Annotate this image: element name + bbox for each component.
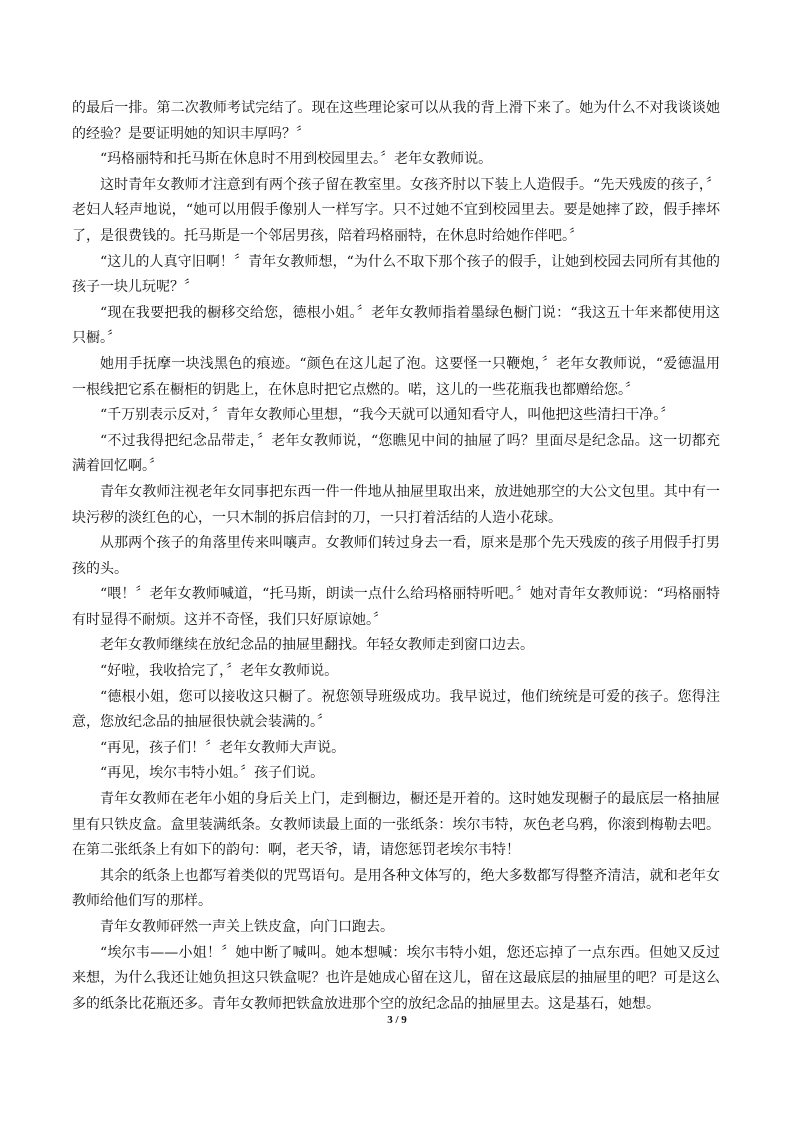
paragraph: 青年女教师注视老年女同事把东西一件一件地从抽屉里取出来，放进她那空的大公文包里。其中有一块污秽的淡红色的心，一只木制的拆启信封的刀，一只打着活结的人造小花球。	[72, 483, 720, 526]
body-text	[72, 96, 720, 1017]
paragraph: “德根小姐，您可以接收这只橱了。祝您领导班级成功。我早说过，他们统统是可爱的孩子。您得注意，您放纪念品的抽屉很快就会装满的。〞	[72, 688, 720, 731]
paragraph: “好啦，我收拾完了，〞老年女教师说。	[100, 663, 339, 680]
page-number: 3 / 9	[387, 1014, 407, 1026]
paragraph: 这时青年女教师才注意到有两个孩子留在教室里。女孩齐肘以下装上人造假手。“先天残废的孩子，〞老妇人轻声地说，“她可以用假手像别人一样写字。只不过她不宜到校园里去。要是她摔了跤，假手摔坏了，是很费钱的。托马斯是一个邻居男孩，陪着玛格丽特，在休息时给她作伴吧。〞	[72, 176, 720, 244]
paragraph: 老年女教师继续在放纪念品的抽屉里翻找。年轻女教师走到窗口边去。	[100, 637, 534, 654]
paragraph: “现在我要把我的橱移交给您，德根小姐。〞老年女教师指着墨绿色橱门说：“我这五十年来都使用这只橱。〞	[72, 304, 720, 347]
paragraph: “千万别表示反对，〞青年女教师心里想，“我今天就可以通知看守人，叫他把这些清扫干净。〞	[100, 407, 675, 424]
paragraph: 她用手抚摩一块浅黑色的痕迹。“颜色在这儿起了泡。这要怪一只鞭炮，〞老年女教师说，“爱德温用一根线把它系在橱柜的钥匙上，在休息时把它点燃的。喏，这儿的一些花瓶我也都赠给您。〞	[72, 355, 720, 398]
paragraph: 青年女教师砰然一声关上铁皮盒，向门口跑去。	[100, 919, 394, 935]
paragraph: “再见，埃尔韦特小姐。〞孩子们说。	[100, 765, 325, 782]
paragraph: 其余的纸条上也都写着类似的咒骂语句。是用各种文体写的，绝大多数都写得整齐清洁，就和老年女教师给他们写的那样。	[72, 867, 720, 910]
paragraph: “再见，孩子们！〞老年女教师大声说。	[100, 739, 346, 756]
paragraph: 青年女教师在老年小姐的身后关上门，走到橱边，橱还是开着的。这时她发现橱子的最底层一格抽屉里有只铁皮盒。盒里装满纸条。女教师读最上面的一张纸条：埃尔韦特，灰色老乌鸦，你滚到梅勒去吧。在第二张纸条上有如下的韵句：啊，老天爷，请，请您惩罚老埃尔韦特！	[72, 791, 720, 859]
paragraph: “不过我得把纪念品带走，〞老年女教师说，“您瞧见中间的抽屉了吗？里面尽是纪念品。这一切都充满着回忆啊。〞	[72, 432, 720, 475]
paragraph: “埃尔韦——小姐！〞她中断了喊叫。她本想喊：埃尔韦特小姐，您还忘掉了一点东西。但她又反过来想，为什么我还让她负担这只铁盒呢？也许是她成心留在这儿，留在这最底层的抽屉里的吧？可是这么多的纸条比花瓶还多。青年女教师把铁盒放进那个空的放纪念品的抽屉里去。这是基石，她想。	[72, 944, 720, 1012]
paragraph: “玛格丽特和托马斯在休息时不用到校园里去。〞老年女教师说。	[100, 151, 493, 168]
paragraph: 从那两个孩子的角落里传来叫嚷声。女教师们转过身去一看，原来是那个先天残废的孩子用假手打男孩的头。	[72, 535, 720, 577]
paragraph: “喂！〞老年女教师喊道，“托马斯，朗读一点什么给玛格丽特听吧。〞她对青年女教师说：“玛格丽特有时显得不耐烦。这并不奇怪，我们只好原谅她。〞	[72, 586, 720, 628]
paragraph: “这儿的人真守旧啊！〞青年女教师想，“为什么不取下那个孩子的假手，让她到校园去同所有其他的孩子一块儿玩呢？〞	[72, 253, 720, 296]
paragraph: 的最后一排。第二次教师考试完结了。现在这些理论家可以从我的背上滑下来了。她为什么不对我谈谈她的经验？是要证明她的知识丰厚吗？〞	[72, 100, 720, 142]
